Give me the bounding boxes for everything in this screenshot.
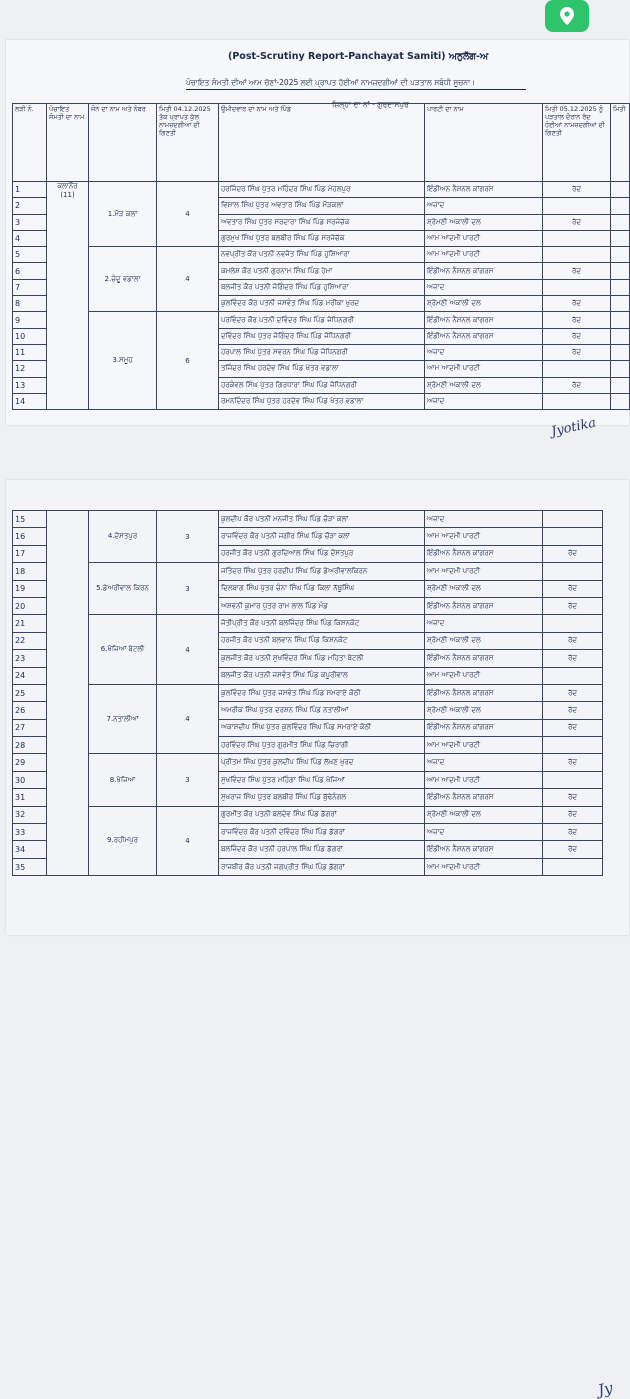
candidate-name: ਤਜਿੰਦਰ ਸਿੰਘ ਹਰਦੇਵ ਸਿੰਘ ਪਿੰਡ ਖੇਤਰ ਵਡਾਲਾ — [219, 361, 425, 377]
serial-number: 23 — [13, 650, 47, 667]
extra-cell — [611, 263, 630, 279]
party-name: ਇੰਡੀਅਨ ਨੈਸ਼ਨਲ ਕਾਂਗਰਸ — [425, 312, 543, 328]
candidate-name: ਰਾਜਬੀਰ ਕੌਰ ਪਤਨੀ ਜਗਪ੍ਰੀਤ ਸਿੰਘ ਪਿੰਡ ਡੱਗਰਾਂ — [219, 858, 425, 875]
party-name: ਸ਼੍ਰੋਮਣੀ ਅਕਾਲੀ ਦਲ — [425, 702, 543, 719]
scrutiny-status — [543, 230, 611, 246]
scrutiny-status — [543, 563, 603, 580]
candidate-name: ਰਾਜਵਿੰਦਰ ਕੌਰ ਪਤਨੀ ਦਵਿੰਦਰ ਸਿੰਘ ਪਿੰਡ ਡੱਗਰਾਂ — [219, 824, 425, 841]
candidate-name: ਰਾਜਵਿੰਦਰ ਕੌਰ ਪਤਨੀ ਜਗੀਰ ਸਿੰਘ ਪਿੰਡ ਚੌੜਾ ਕਲਾਂ — [219, 528, 425, 545]
table-row — [13, 182, 630, 198]
report-page-2 — [6, 480, 629, 1399]
zone-name: 6.ਖੋਜਿਆਂ ਬੇਟਲੀ — [89, 615, 157, 685]
zone-total: 3 — [157, 511, 219, 563]
serial-number: 27 — [13, 719, 47, 736]
zone-total: 4 — [157, 684, 219, 754]
party-name: ਇੰਡੀਅਨ ਨੈਸ਼ਨਲ ਕਾਂਗਰਸ — [425, 263, 543, 279]
party-name: ਇੰਡੀਅਨ ਨੈਸ਼ਨਲ ਕਾਂਗਰਸ — [425, 328, 543, 344]
scrutiny-status: ਰੱਦ — [543, 824, 603, 841]
serial-number: 16 — [13, 528, 47, 545]
col-zone: ਜੋਨ ਦਾ ਨਾਮ ਅਤੇ ਨੰਬਰ — [89, 104, 157, 182]
serial-number: 25 — [13, 684, 47, 701]
serial-number: 24 — [13, 667, 47, 684]
serial-number: 18 — [13, 563, 47, 580]
serial-number: 11 — [13, 344, 47, 360]
candidate-name: ਗੁਰਮੁਖ ਸਿੰਘ ਪੁੱਤਰ ਬਲਬੀਰ ਸਿੰਘ ਪਿੰਡ ਸਰਜੇਚੱਕ — [219, 230, 425, 246]
scrutiny-status — [543, 667, 603, 684]
serial-number: 21 — [13, 615, 47, 632]
scrutiny-status: ਰੱਦ — [543, 806, 603, 823]
party-name: ਸ਼੍ਰੋਮਣੀ ਅਕਾਲੀ ਦਲ — [425, 806, 543, 823]
scrutiny-status: ਰੱਦ — [543, 597, 603, 614]
serial-number: 14 — [13, 393, 47, 409]
table-header-row — [13, 104, 630, 182]
party-name: ਇੰਡੀਅਨ ਨੈਸ਼ਨਲ ਕਾਂਗਰਸ — [425, 719, 543, 736]
candidate-name: ਸੁਖਵਿੰਦਰ ਸਿੰਘ ਪੁੱਤਰ ਮਹਿੰਗਾ ਸਿੰਘ ਪਿੰਡ ਖੋਜਿਆਂ — [219, 771, 425, 788]
candidate-name: ਹਰਜੀਤ ਕੌਰ ਪਤਨੀ ਗੁਰਦਿਆਲ ਸਿੰਘ ਪਿੰਡ ਦੋਸਤਪੁਰ — [219, 545, 425, 562]
scrutiny-status — [543, 737, 603, 754]
candidate-name: ਹਰਜਿੰਦਰ ਸਿੰਘ ਪੁੱਤਰ ਮਹਿੰਦਰ ਸਿੰਘ ਪਿੰਡ ਮੋਹਲਪੁਰ — [219, 182, 425, 198]
serial-number: 2 — [13, 198, 47, 214]
zone-name: 4.ਦੋਸਤਪੁਰ — [89, 511, 157, 563]
extra-cell — [611, 230, 630, 246]
scrutiny-status — [543, 511, 603, 528]
party-name: ਅਜ਼ਾਦ — [425, 198, 543, 214]
serial-number: 28 — [13, 737, 47, 754]
col-samiti: ਪੰਚਾਇਤ ਸੰਮਤੀ ਦਾ ਨਾਮ — [47, 104, 89, 182]
samiti-cell — [47, 511, 89, 876]
nominations-table-part-2 — [12, 510, 603, 876]
party-name: ਸ਼੍ਰੋਮਣੀ ਅਕਾਲੀ ਦਲ — [425, 296, 543, 312]
table-row — [13, 511, 603, 528]
candidate-name: ਪਰਵਿੰਦਰ ਕੌਰ ਪਤਨੀ ਦਵਿੰਦਰ ਸਿੰਘ ਪਿੰਡ ਜੋਧਿਨਗਰੀ — [219, 312, 425, 328]
party-name: ਆਮ ਆਦਮੀ ਪਾਰਟੀ — [425, 771, 543, 788]
district-name: ਜ਼ਿਲ੍ਹਾ ਦਾ ਨਾਂ - ਗੁਰਦਾਸਪੁਰ — [332, 100, 409, 109]
serial-number: 26 — [13, 702, 47, 719]
candidate-name: ਕੁਲਵਿੰਦਰ ਕੌਰ ਪਤਨੀ ਜਸਵੰਤ ਸਿੰਘ ਪਿੰਡ ਮਰੀਕਾ ਖੁਰਦ — [219, 296, 425, 312]
zone-total: 4 — [157, 806, 219, 876]
candidate-name: ਪ੍ਰੀਤਮ ਸਿੰਘ ਪੁੱਤਰ ਕੁਲਦੀਪ ਸਿੰਘ ਪਿੰਡ ਲੱਖਣ ਖੁਰਦ — [219, 754, 425, 771]
candidate-name: ਕਮਲੇਸ਼ ਕੌਰ ਪਤਨੀ ਗੁਰਨਾਮ ਸਿੰਘ ਪਿੰਡ ਹੇਮਾ — [219, 263, 425, 279]
scrutiny-status — [543, 393, 611, 409]
extra-cell — [611, 214, 630, 230]
candidate-name: ਵਿਸ਼ਾਲ ਸਿੰਘ ਪੁੱਤਰ ਅਵਤਾਰ ਸਿੰਘ ਪਿੰਡ ਮੌੜਕਲਾਂ — [219, 198, 425, 214]
scrutiny-status: ਰੱਦ — [543, 719, 603, 736]
party-name: ਅਜ਼ਾਦ — [425, 511, 543, 528]
serial-number: 32 — [13, 806, 47, 823]
serial-number: 22 — [13, 632, 47, 649]
location-pin-icon — [560, 7, 574, 25]
serial-number: 9 — [13, 312, 47, 328]
serial-number: 20 — [13, 597, 47, 614]
scrutiny-status: ਰੱਦ — [543, 214, 611, 230]
party-name: ਇੰਡੀਅਨ ਨੈਸ਼ਨਲ ਕਾਂਗਰਸ — [425, 789, 543, 806]
serial-number: 8 — [13, 296, 47, 312]
candidate-name: ਹਰਪਾਲ ਸਿੰਘ ਪੁੱਤਰ ਸਵਰਨ ਸਿੰਘ ਪਿੰਡ ਜੋਧਿਨਗਰੀ — [219, 344, 425, 360]
party-name: ਇੰਡੀਅਨ ਨੈਸ਼ਨਲ ਕਾਂਗਰਸ — [425, 650, 543, 667]
party-name: ਆਮ ਆਦਮੀ ਪਾਰਟੀ — [425, 230, 543, 246]
table-body-1 — [13, 182, 630, 410]
zone-total: 6 — [157, 312, 219, 410]
serial-number: 12 — [13, 361, 47, 377]
extra-cell — [611, 377, 630, 393]
col-scrutiny: ਮਿਤੀ 05.12.2025 ਨੂੰ ਪੜਤਾਲ ਦੌਰਾਨ ਰੱਦ ਹੋਈਆਂ ਨਾਮਜ਼ਦਗੀਆਂ ਦੀ ਗਿਣਤੀ — [543, 104, 611, 182]
party-name: ਅਜ਼ਾਦ — [425, 824, 543, 841]
serial-number: 4 — [13, 230, 47, 246]
serial-number: 13 — [13, 377, 47, 393]
scrutiny-status: ਰੱਦ — [543, 684, 603, 701]
candidate-name: ਅਸ਼ਵਨੀ ਕੁਮਾਰ ਪੁੱਤਰ ਰਾਮ ਲਾਲ ਪਿੰਡ ਮੰਡ — [219, 597, 425, 614]
candidate-name: ਕੁਲਦੀਪ ਕੌਰ ਪਤਨੀ ਮਨਜੀਤ ਸਿੰਘ ਪਿੰਡ ਚੌੜਾ ਕਲਾਂ — [219, 511, 425, 528]
serial-number: 17 — [13, 545, 47, 562]
table-row — [13, 806, 603, 823]
serial-number: 29 — [13, 754, 47, 771]
signature: Jyotika — [549, 415, 598, 440]
party-name: ਅਜ਼ਾਦ — [425, 754, 543, 771]
candidate-name: ਹਰਕੰਵਲ ਸਿੰਘ ਪੁੱਤਰ ਗਿਰਧਾਰਾ ਸਿੰਘ ਪਿੰਡ ਜੋਧਿਨਗਰੀ — [219, 377, 425, 393]
table-row — [13, 312, 630, 328]
scrutiny-status: ਰੱਦ — [543, 650, 603, 667]
zone-total: 4 — [157, 615, 219, 685]
samiti-cell — [47, 182, 89, 410]
extra-cell — [611, 344, 630, 360]
zone-name: 3.ਸਮੂਹ — [89, 312, 157, 410]
serial-number: 15 — [13, 511, 47, 528]
scrutiny-status: ਰੱਦ — [543, 754, 603, 771]
candidate-name: ਦਿਲਬਾਗ ਸਿੰਘ ਪੁੱਤਰ ਚੰਨਾ ਸਿੰਘ ਪਿੰਡ ਕਿਲਾ ਨੱਥੂਸਿੰਘ — [219, 580, 425, 597]
scrutiny-status — [543, 361, 611, 377]
col-serial: ਲੜੀ ਨੰ. — [13, 104, 47, 182]
extra-cell — [611, 198, 630, 214]
serial-number: 1 — [13, 182, 47, 198]
party-name: ਆਮ ਆਦਮੀ ਪਾਰਟੀ — [425, 528, 543, 545]
party-name: ਇੰਡੀਅਨ ਨੈਸ਼ਨਲ ਕਾਂਗਰਸ — [425, 545, 543, 562]
col-candidate: ਉਮੀਦਵਾਰ ਦਾ ਨਾਮ ਅਤੇ ਪਿੰਡ — [219, 104, 425, 182]
subtitle-underline — [186, 89, 526, 90]
candidate-name: ਹਰਜੀਤ ਕੌਰ ਪਤਨੀ ਬਲਵਾਨ ਸਿੰਘ ਪਿੰਡ ਕਿਸ਼ਨਕੋਟ — [219, 632, 425, 649]
extra-cell — [611, 296, 630, 312]
serial-number: 10 — [13, 328, 47, 344]
party-name: ਸ਼੍ਰੋਮਣੀ ਅਕਾਲੀ ਦਲ — [425, 214, 543, 230]
scrutiny-status: ਰੱਦ — [543, 789, 603, 806]
scrutiny-status: ਰੱਦ — [543, 312, 611, 328]
party-name: ਆਮ ਆਦਮੀ ਪਾਰਟੀ — [425, 667, 543, 684]
party-name: ਅਜ਼ਾਦ — [425, 615, 543, 632]
scrutiny-status: ਰੱਦ — [543, 182, 611, 198]
candidate-name: ਬਲਜੀਤ ਕੌਰ ਪਤਨੀ ਜੋਗਿੰਦਰ ਸਿੰਘ ਪਿੰਡ ਹੁਸ਼ਿਆਰਾ — [219, 279, 425, 295]
party-name: ਆਮ ਆਦਮੀ ਪਾਰਟੀ — [425, 563, 543, 580]
candidate-name: ਬਲਜਿੰਦਰ ਕੌਰ ਪਤਨੀ ਹਰਪਾਲ ਸਿੰਘ ਪਿੰਡ ਡੱਗਰਾਂ — [219, 841, 425, 858]
scrutiny-status: ਰੱਦ — [543, 841, 603, 858]
party-name: ਸ਼੍ਰੋਮਣੀ ਅਕਾਲੀ ਦਲ — [425, 580, 543, 597]
party-name: ਅਜ਼ਾਦ — [425, 344, 543, 360]
zone-total: 4 — [157, 247, 219, 312]
zone-name: 1.ਮੌੜ ਕਲਾਂ — [89, 182, 157, 247]
extra-cell — [611, 182, 630, 198]
scrutiny-status — [543, 771, 603, 788]
extra-cell — [611, 279, 630, 295]
scrutiny-status: ਰੱਦ — [543, 296, 611, 312]
signature: Jy — [596, 1378, 615, 1399]
party-name: ਆਮ ਆਦਮੀ ਪਾਰਟੀ — [425, 737, 543, 754]
party-name: ਸ਼੍ਰੋਮਣੀ ਅਕਾਲੀ ਦਲ — [425, 632, 543, 649]
party-name: ਇੰਡੀਅਨ ਨੈਸ਼ਨਲ ਕਾਂਗਰਸ — [425, 182, 543, 198]
serial-number: 35 — [13, 858, 47, 875]
col-total: ਮਿਤੀ 04.12.2025 ਤੱਕ ਪ੍ਰਾਪਤ ਕੁੱਲ ਨਾਮਜ਼ਦਗੀਆਂ ਦੀ ਗਿਣਤੀ — [157, 104, 219, 182]
candidate-name: ਕੁਲਜੀਤ ਕੌਰ ਪਤਨੀ ਸੁਖਵਿੰਦਰ ਸਿੰਘ ਪਿੰਡ ਮਹਿਤਾ ਬੇਟਲੀ — [219, 650, 425, 667]
extra-cell — [611, 312, 630, 328]
table-row — [13, 615, 603, 632]
party-name: ਅਜ਼ਾਦ — [425, 393, 543, 409]
extra-cell — [611, 361, 630, 377]
party-name: ਆਮ ਆਦਮੀ ਪਾਰਟੀ — [425, 361, 543, 377]
scrutiny-status — [543, 279, 611, 295]
party-name: ਆਮ ਆਦਮੀ ਪਾਰਟੀ — [425, 858, 543, 875]
serial-number: 5 — [13, 247, 47, 263]
serial-number: 30 — [13, 771, 47, 788]
candidate-name: ਰਮਨਦਿੰਦਰ ਸਿੰਘ ਪੁੱਤਰ ਹਰਦੇਵ ਸਿੰਘ ਪਿੰਡ ਖੇਤਰ ਵਡਾਲਾ — [219, 393, 425, 409]
serial-number: 33 — [13, 824, 47, 841]
samiti-count: (11) — [60, 191, 75, 199]
nominations-table-part-1 — [12, 103, 630, 410]
zone-name: 8.ਖੋਜਿਆਂ — [89, 754, 157, 806]
scrutiny-status: ਰੱਦ — [543, 328, 611, 344]
candidate-name: ਨਵਪ੍ਰੀਤ ਕੌਰ ਪਤਨੀ ਨਵਜੋਤ ਸਿੰਘ ਪਿੰਡ ਹੁਸ਼ਿਆਰਾ — [219, 247, 425, 263]
samiti-name: ਕਲਾਨੌਰ — [57, 182, 78, 190]
table-body-2 — [13, 511, 603, 876]
zone-total: 3 — [157, 754, 219, 806]
table-row — [13, 563, 603, 580]
party-name: ਆਮ ਆਦਮੀ ਪਾਰਟੀ — [425, 247, 543, 263]
serial-number: 34 — [13, 841, 47, 858]
zone-total: 4 — [157, 182, 219, 247]
zone-total: 3 — [157, 563, 219, 615]
scrutiny-status: ਰੱਦ — [543, 344, 611, 360]
serial-number: 3 — [13, 214, 47, 230]
table-row — [13, 684, 603, 701]
candidate-name: ਜਤਿੰਦਰ ਸਿੰਘ ਪੁੱਤਰ ਹਰਦੀਪ ਸਿੰਘ ਪਿੰਡ ਡੇਅਰੀਵਾਲਕਿਰਨ — [219, 563, 425, 580]
scrutiny-status — [543, 858, 603, 875]
candidate-name: ਅਕਾਸ਼ਦੀਪ ਸਿੰਘ ਪੁੱਤਰ ਕੁਲਵਿੰਦਰ ਸਿੰਘ ਪਿੰਡ ਸਮਰਾਏ ਕੋਠੀ — [219, 719, 425, 736]
scrutiny-status: ਰੱਦ — [543, 632, 603, 649]
party-name: ਅਜ਼ਾਦ — [425, 279, 543, 295]
scrutiny-status — [543, 528, 603, 545]
scrutiny-status — [543, 247, 611, 263]
zone-name: 5.ਡੇਅਰੀਵਾਲ ਕਿਰਨ — [89, 563, 157, 615]
serial-number: 19 — [13, 580, 47, 597]
table-row — [13, 754, 603, 771]
party-name: ਇੰਡੀਅਨ ਨੈਸ਼ਨਲ ਕਾਂਗਰਸ — [425, 841, 543, 858]
zone-name: 2.ਚੰਦੂ ਵਡਾਲਾ — [89, 247, 157, 312]
scrutiny-status: ਰੱਦ — [543, 377, 611, 393]
candidate-name: ਗੁਰਮੀਤ ਕੌਰ ਪਤਨੀ ਬਲਦੇਵ ਸਿੰਘ ਪਿੰਡ ਡੱਗਰਾਂ — [219, 806, 425, 823]
scrutiny-status: ਰੱਦ — [543, 263, 611, 279]
report-page-1 — [6, 40, 629, 440]
candidate-name: ਬਲਜੀਤ ਕੌਰ ਪਤਨੀ ਜਸਵੰਤ ਸਿੰਘ ਪਿੰਡ ਕਪੂਰੀਵਾਲ — [219, 667, 425, 684]
candidate-name: ਕੁਲਵਿੰਦਰ ਸਿੰਘ ਪੁੱਤਰ ਜਸਵੰਤ ਸਿੰਘ ਪਿੰਡ ਸਮਰਾਏ ਕੋਠੀ — [219, 684, 425, 701]
scrutiny-status: ਰੱਦ — [543, 702, 603, 719]
col-party: ਪਾਰਟੀ ਦਾ ਨਾਮ — [425, 104, 543, 182]
zone-name: 7.ਨਤਾਲੀਆਂ — [89, 684, 157, 754]
zone-name: 9.ਰਹੀਮਪੁਰ — [89, 806, 157, 876]
party-name: ਸ਼੍ਰੋਮਣੀ ਅਕਾਲੀ ਦਲ — [425, 377, 543, 393]
party-name: ਇੰਡੀਅਨ ਨੈਸ਼ਨਲ ਕਾਂਗਰਸ — [425, 597, 543, 614]
candidate-name: ਅਮਰੀਕ ਸਿੰਘ ਪੁੱਤਰ ਦਰਸ਼ਨ ਸਿੰਘ ਪਿੰਡ ਨਤਾਲੀਆਂ — [219, 702, 425, 719]
serial-number: 31 — [13, 789, 47, 806]
extra-cell — [611, 328, 630, 344]
candidate-name: ਹਰਵਿੰਦਰ ਸਿੰਘ ਪੁੱਤਰ ਗੁਰਮੀਤ ਸਿੰਘ ਪਿੰਡ ਚਿਰਾਗੀ — [219, 737, 425, 754]
col-extra: ਮਿਤੀ — [611, 104, 630, 182]
candidate-name: ਜੋਤੀਪ੍ਰੀਤ ਕੌਰ ਪਤਨੀ ਬਲਜਿੰਦਰ ਸਿੰਘ ਪਿੰਡ ਕਿਸ਼ਨਕੋਟ — [219, 615, 425, 632]
table-row — [13, 247, 630, 263]
scrutiny-status: ਰੱਦ — [543, 545, 603, 562]
scrutiny-status — [543, 198, 611, 214]
candidate-name: ਅਵਤਾਰ ਸਿੰਘ ਪੁੱਤਰ ਸਰਦਾਰਾ ਸਿੰਘ ਪਿੰਡ ਸਰਜੇਚੱਕ — [219, 214, 425, 230]
extra-cell — [611, 393, 630, 409]
report-title: (Post-Scrutiny Report-Panchayat Samiti) ਅਨੁਲੱਗ-ਅ — [228, 51, 489, 62]
candidate-name: ਦਵਿੰਦਰ ਸਿੰਘ ਪੁੱਤਰ ਜੋਗਿੰਦਰ ਸਿੰਘ ਪਿੰਡ ਜੋਧਿਨਗਰੀ — [219, 328, 425, 344]
scrutiny-status: ਰੱਦ — [543, 580, 603, 597]
extra-cell — [611, 247, 630, 263]
candidate-name: ਸੁਖਰਾਜ ਸਿੰਘ ਪੁੱਤਰ ਬਲਬੀਰ ਸਿੰਘ ਪਿੰਡ ਬੁੱਢੇਨੰਗਲ — [219, 789, 425, 806]
location-badge[interactable] — [545, 0, 589, 32]
serial-number: 6 — [13, 263, 47, 279]
party-name: ਇੰਡੀਅਨ ਨੈਸ਼ਨਲ ਕਾਂਗਰਸ — [425, 684, 543, 701]
scrutiny-status — [543, 615, 603, 632]
serial-number: 7 — [13, 279, 47, 295]
report-subtitle: ਪੰਚਾਇਤ ਸੰਮਤੀ ਦੀਆਂ ਆਮ ਚੋਣਾਂ-2025 ਲਈ ਪ੍ਰਾਪਤ ਹੋਈਆਂ ਨਾਮਜ਼ਦਗੀਆਂ ਦੀ ਪੜਤਾਲ ਸਬੰਧੀ ਸੂਚਨਾ। — [186, 78, 476, 87]
